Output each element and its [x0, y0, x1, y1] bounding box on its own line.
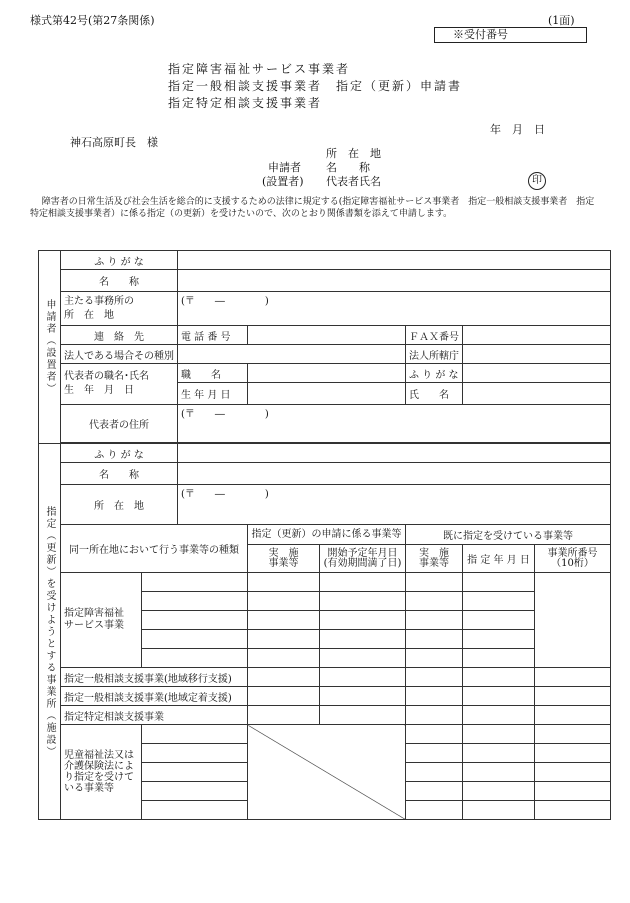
general1-impl2[interactable] — [406, 668, 463, 687]
child-no-5[interactable] — [535, 801, 611, 820]
office-furigana-field[interactable] — [178, 444, 611, 463]
specific-no[interactable] — [535, 706, 611, 725]
diagonal-cell — [248, 725, 406, 820]
apply-head: 指定（更新）の申請に係る事業等 — [248, 525, 406, 545]
welfare-impl2-5[interactable] — [406, 649, 463, 668]
specific-desig[interactable] — [463, 706, 535, 725]
welfare-date-1[interactable] — [320, 573, 406, 592]
same-location-label: 同一所在地において行う事業等の種類 — [61, 525, 248, 573]
section2-vertical-label: 指定（更新）を受けようとする事業所（施設） — [39, 444, 61, 820]
child-row-4[interactable] — [142, 782, 248, 801]
addressee: 神石高原町長 様 — [70, 136, 158, 149]
application-statement: 障害者の日常生活及び社会生活を総合的に支援するための法律に規定する(指定障害福祉サービス事業者 指定一般相談支援事業者 指定特定相談支援事業者）に係る指定（の更新）を受けたいので、次のとおり関係書類を添えて申請します。 — [30, 197, 595, 219]
furigana-field[interactable] — [178, 251, 611, 270]
child-desig-5[interactable] — [463, 801, 535, 820]
welfare-date-4[interactable] — [320, 630, 406, 649]
child-impl2-2[interactable] — [406, 744, 463, 763]
general1-date[interactable] — [320, 668, 406, 687]
welfare-row-2[interactable] — [142, 592, 248, 611]
rep-furigana-field[interactable] — [463, 364, 611, 383]
name-label: 名 称 — [61, 270, 178, 292]
title-line-1: 指定障害福祉サービス事業者 — [168, 62, 351, 76]
corp-type-label: 法人である場合その種別 — [61, 345, 178, 364]
welfare-desig-5[interactable] — [463, 649, 535, 668]
general1-desig[interactable] — [463, 668, 535, 687]
office-name-field[interactable] — [178, 463, 611, 485]
rep-furigana-label: ふ り が な — [406, 364, 463, 383]
rep-title-birth-label: 代表者の職名･氏名 生 年 月 日 — [61, 364, 178, 405]
welfare-service-label: 指定障害福祉 サービス事業 — [61, 573, 142, 668]
general-consult-1-label: 指定一般相談支援事業(地域移行支援) — [61, 668, 248, 687]
child-no-1[interactable] — [535, 725, 611, 744]
child-row-5[interactable] — [142, 801, 248, 820]
welfare-desig-2[interactable] — [463, 592, 535, 611]
already-head: 既に指定を受けている事業等 — [406, 525, 611, 545]
welfare-impl-4[interactable] — [248, 630, 320, 649]
applicant-paren-label: (設置者) — [262, 175, 304, 188]
child-desig-3[interactable] — [463, 763, 535, 782]
child-no-2[interactable] — [535, 744, 611, 763]
welfare-desig-4[interactable] — [463, 630, 535, 649]
birth-field[interactable] — [248, 383, 406, 405]
rep-address-field[interactable]: (〒 ― ) — [178, 405, 611, 443]
welfare-row-3[interactable] — [142, 611, 248, 630]
child-impl2-1[interactable] — [406, 725, 463, 744]
application-table — [38, 250, 611, 820]
welfare-office-no[interactable] — [535, 573, 611, 668]
impl-label: 実 施 事業等 — [248, 545, 320, 573]
birth-label: 生 年 月 日 — [178, 383, 248, 405]
title-line-2: 指定一般相談支援事業者 指定（更新）申請書 — [168, 79, 463, 93]
applicant-address-label: 所 在 地 — [326, 147, 381, 160]
fax-field[interactable] — [463, 326, 611, 345]
job-label: 職 名 — [178, 364, 248, 383]
general2-date[interactable] — [320, 687, 406, 706]
child-welfare-label: 児童福祉法又は 介護保険法によ り指定を受けて いる事業等 — [61, 725, 142, 820]
specific-date[interactable] — [320, 706, 406, 725]
general1-no[interactable] — [535, 668, 611, 687]
general2-impl2[interactable] — [406, 687, 463, 706]
name-field[interactable] — [178, 270, 611, 292]
child-impl2-5[interactable] — [406, 801, 463, 820]
welfare-impl-3[interactable] — [248, 611, 320, 630]
rep-address-label: 代表者の住所 — [61, 405, 178, 443]
welfare-date-2[interactable] — [320, 592, 406, 611]
welfare-row-4[interactable] — [142, 630, 248, 649]
seal-mark: 印 — [528, 172, 546, 190]
welfare-impl-1[interactable] — [248, 573, 320, 592]
section1-vertical-label: 申請者（設置者） — [39, 251, 61, 444]
office-name-label: 名 称 — [61, 463, 178, 485]
office-no-label: 事業所番号 （10桁） — [535, 545, 611, 573]
office-furigana-label: ふ り が な — [61, 444, 178, 463]
page-number: (1面) — [548, 14, 575, 27]
office-address-label: 主たる事務所の 所 在 地 — [61, 292, 178, 326]
designated-date-label: 指 定 年 月 日 — [463, 545, 535, 573]
tel-field[interactable] — [248, 326, 406, 345]
welfare-date-5[interactable] — [320, 649, 406, 668]
child-row-2[interactable] — [142, 744, 248, 763]
specific-impl[interactable] — [248, 706, 320, 725]
child-impl2-4[interactable] — [406, 782, 463, 801]
child-row-1[interactable] — [142, 725, 248, 744]
child-desig-4[interactable] — [463, 782, 535, 801]
corp-type-field[interactable] — [178, 345, 406, 364]
office-address-field[interactable]: (〒 ― ) — [178, 292, 611, 326]
form-number: 様式第42号(第27条関係) — [30, 14, 155, 27]
child-no-4[interactable] — [535, 782, 611, 801]
office-addr-field[interactable]: (〒 ― ) — [178, 485, 611, 525]
welfare-desig-1[interactable] — [463, 573, 535, 592]
welfare-date-3[interactable] — [320, 611, 406, 630]
general2-desig[interactable] — [463, 687, 535, 706]
fax-label: ＦＡＸ番号 — [406, 326, 463, 345]
child-desig-2[interactable] — [463, 744, 535, 763]
welfare-row-1[interactable] — [142, 573, 248, 592]
general-consult-2-label: 指定一般相談支援事業(地域定着支援) — [61, 687, 248, 706]
welfare-impl2-4[interactable] — [406, 630, 463, 649]
corp-office-label: 法人所轄庁 — [406, 345, 463, 364]
welfare-desig-3[interactable] — [463, 611, 535, 630]
impl2-label: 実 施 事業等 — [406, 545, 463, 573]
corp-office-field[interactable] — [463, 345, 611, 364]
applicant-name-label: 名 称 — [326, 161, 370, 174]
general2-no[interactable] — [535, 687, 611, 706]
general1-impl[interactable] — [248, 668, 320, 687]
furigana-label: ふ り が な — [61, 251, 178, 270]
receipt-number-box[interactable]: ※受付番号 — [434, 27, 587, 43]
rep-name-label: 氏 名 — [406, 383, 463, 405]
specific-impl2[interactable] — [406, 706, 463, 725]
child-row-3[interactable] — [142, 763, 248, 782]
child-impl2-3[interactable] — [406, 763, 463, 782]
specific-consult-label: 指定特定相談支援事業 — [61, 706, 248, 725]
welfare-impl2-1[interactable] — [406, 573, 463, 592]
welfare-impl-2[interactable] — [248, 592, 320, 611]
welfare-row-5[interactable] — [142, 649, 248, 668]
applicant-rep-label: 代表者氏名 — [326, 175, 381, 188]
job-field[interactable] — [248, 364, 406, 383]
welfare-impl2-3[interactable] — [406, 611, 463, 630]
child-desig-1[interactable] — [463, 725, 535, 744]
office-addr-label: 所 在 地 — [61, 485, 178, 525]
start-date-label: 開始予定年月日 (有効期間満了日) — [320, 545, 406, 573]
applicant-label: 申請者 — [268, 161, 301, 174]
tel-label: 電 話 番 号 — [178, 326, 248, 345]
contact-label: 連 絡 先 — [61, 326, 178, 345]
child-no-3[interactable] — [535, 763, 611, 782]
welfare-impl-5[interactable] — [248, 649, 320, 668]
rep-name-field[interactable] — [463, 383, 611, 405]
general2-impl[interactable] — [248, 687, 320, 706]
application-date[interactable]: 年 月 日 — [490, 123, 545, 136]
title-line-3: 指定特定相談支援事業者 — [168, 96, 323, 110]
welfare-impl2-2[interactable] — [406, 592, 463, 611]
